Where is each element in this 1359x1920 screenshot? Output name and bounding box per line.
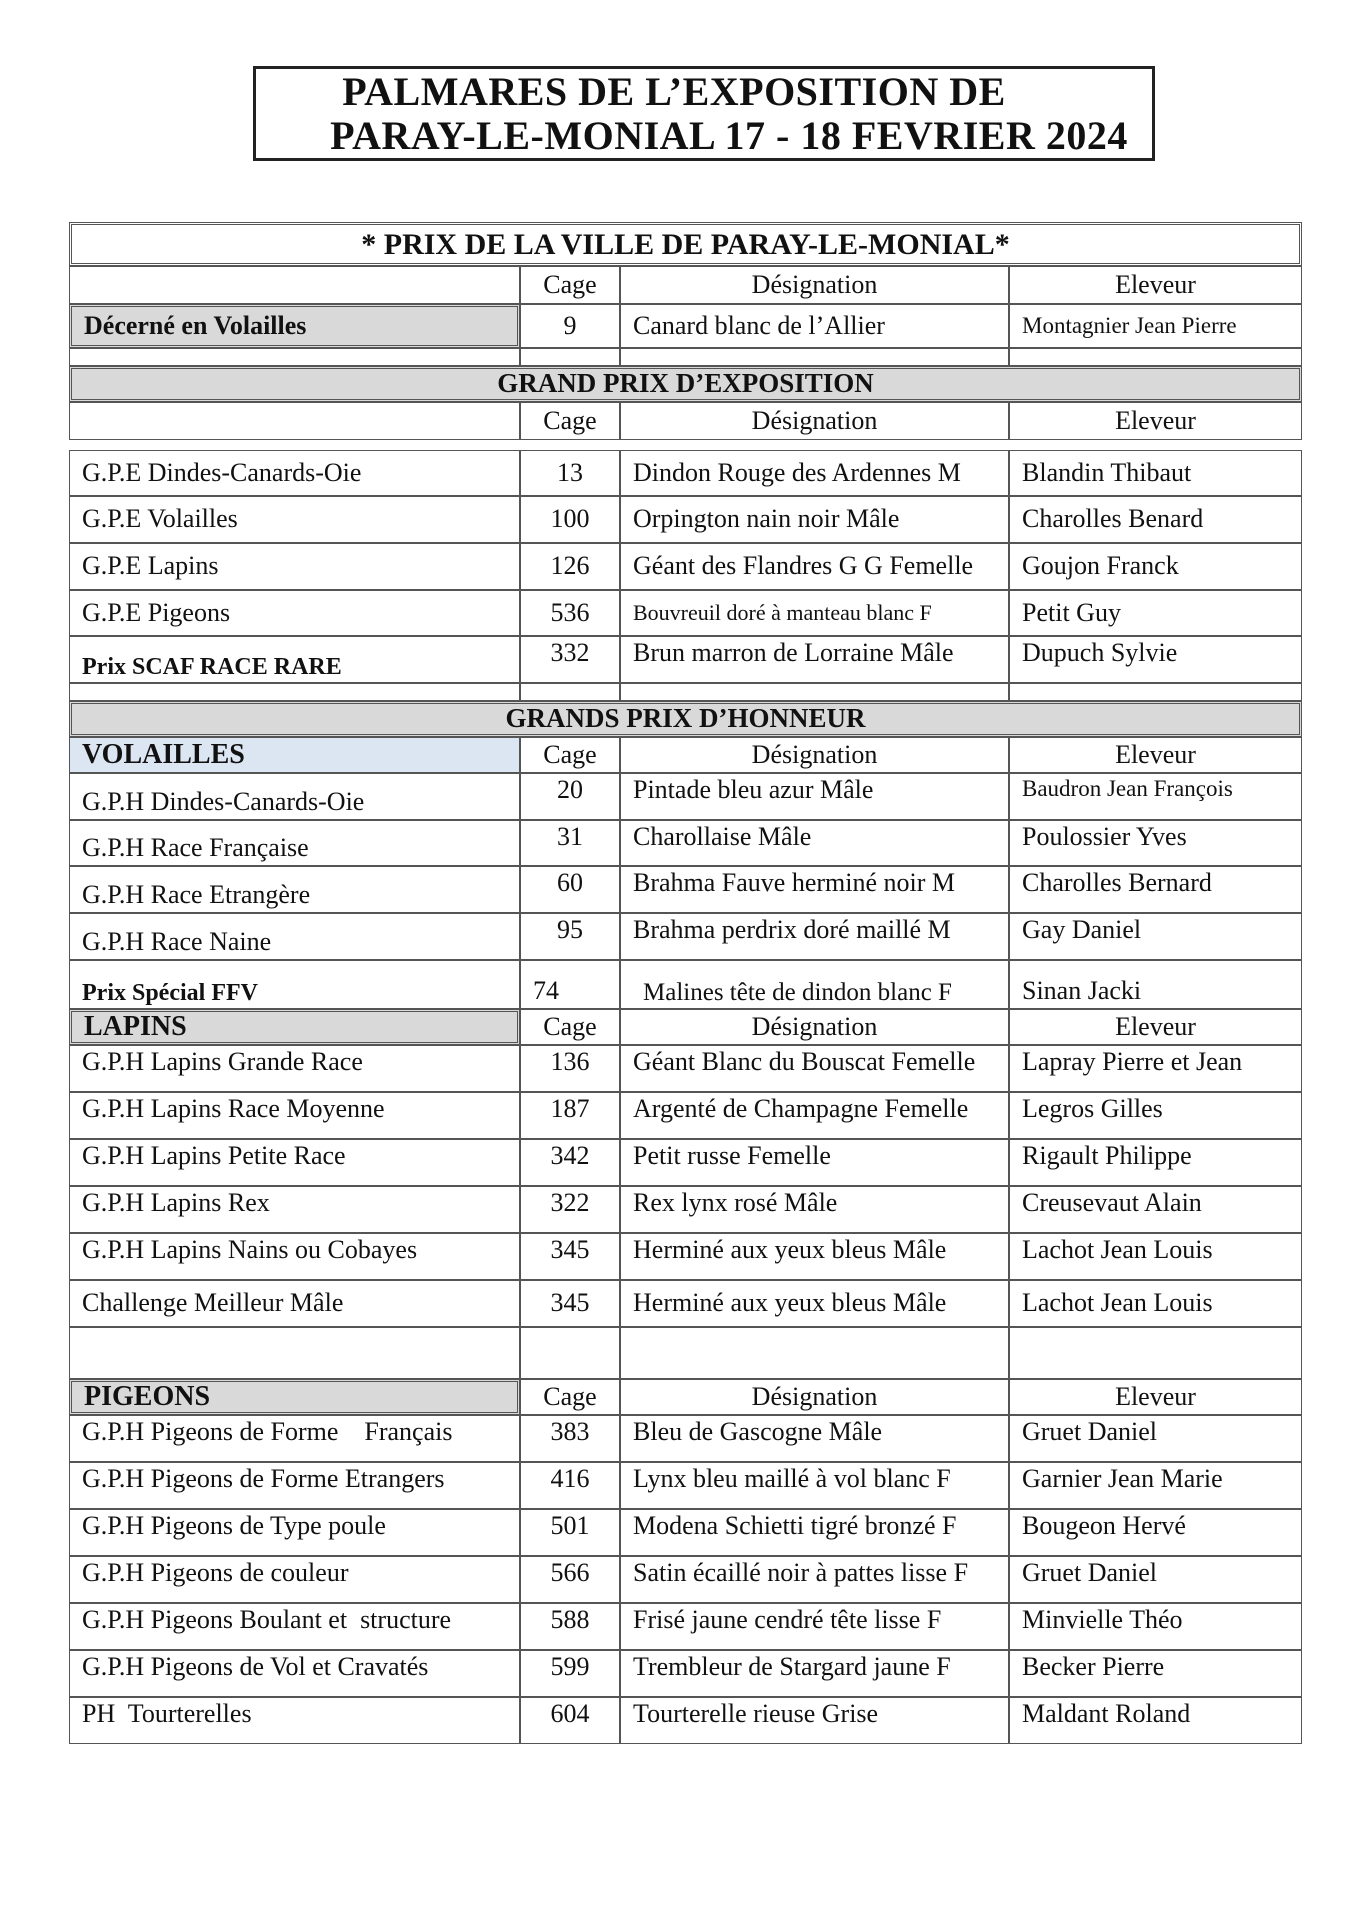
row-cage: 74 (520, 960, 620, 1009)
row-designation: Géant Blanc du Bouscat Femelle (620, 1045, 1009, 1092)
table-row (69, 1139, 1302, 1186)
row-label: G.P.H Lapins Nains ou Cobayes (69, 1233, 520, 1280)
row-eleveur: Petit Guy (1009, 590, 1302, 636)
spacer-row (69, 683, 1302, 701)
row-label: G.P.E Dindes-Canards-Oie (69, 450, 520, 496)
row-eleveur: Sinan Jacki (1009, 960, 1302, 1009)
section-title-grands-prix-honneur: GRANDS PRIX D’HONNEUR (69, 701, 1302, 737)
header-category (69, 266, 520, 304)
row-eleveur: Lachot Jean Louis (1009, 1233, 1302, 1280)
row-cage: 604 (520, 1697, 620, 1744)
row-designation: Tourterelle rieuse Grise (620, 1697, 1009, 1744)
spacer-row (69, 1327, 1302, 1379)
row-eleveur: Charolles Benard (1009, 496, 1302, 543)
header-designation: Désignation (620, 1379, 1009, 1415)
table-row (69, 1186, 1302, 1233)
row-label: G.P.E Volailles (69, 496, 520, 543)
row-label: G.P.H Pigeons Boulant et structure (69, 1603, 520, 1650)
empty-cell (1009, 348, 1302, 366)
row-designation: Pintade bleu azur Mâle (620, 773, 1009, 820)
row-cage: 95 (520, 913, 620, 960)
row-label: Prix Spécial FFV (69, 960, 520, 1009)
volailles-header-row (69, 737, 1302, 773)
row-cage: 345 (520, 1233, 620, 1280)
header-cage: Cage (520, 737, 620, 773)
row-eleveur: Blandin Thibaut (1009, 450, 1302, 496)
empty-cell (520, 1327, 620, 1379)
spacer-row (69, 440, 1302, 450)
header-eleveur: Eleveur (1009, 402, 1302, 440)
row-designation: Bouvreuil doré à manteau blanc F (620, 590, 1009, 636)
column-header-row (69, 266, 1302, 304)
grand-prix-title-row (69, 366, 1302, 402)
row-eleveur: Charolles Bernard (1009, 866, 1302, 913)
row-eleveur: Garnier Jean Marie (1009, 1462, 1302, 1509)
table-row (69, 450, 1302, 496)
row-designation: Brahma perdrix doré maillé M (620, 913, 1009, 960)
prix-ville-title-row (69, 222, 1302, 266)
row-eleveur: Maldant Roland (1009, 1697, 1302, 1744)
row-label: G.P.H Race Française (69, 820, 520, 866)
row-eleveur: Rigault Philippe (1009, 1139, 1302, 1186)
spacer-row (69, 348, 1302, 366)
row-eleveur: Bougeon Hervé (1009, 1509, 1302, 1556)
table-row (69, 960, 1302, 1009)
row-designation: Petit russe Femelle (620, 1139, 1009, 1186)
row-label: G.P.H Lapins Rex (69, 1186, 520, 1233)
row-designation: Brun marron de Lorraine Mâle (620, 636, 1009, 683)
gph-title-row (69, 701, 1302, 737)
row-label: G.P.H Lapins Race Moyenne (69, 1092, 520, 1139)
row-designation: Herminé aux yeux bleus Mâle (620, 1233, 1009, 1280)
row-eleveur: Legros Gilles (1009, 1092, 1302, 1139)
row-eleveur: Minvielle Théo (1009, 1603, 1302, 1650)
lapins-header-row (69, 1009, 1302, 1045)
row-eleveur: Becker Pierre (1009, 1650, 1302, 1697)
table-row (69, 543, 1302, 590)
table-row (69, 1280, 1302, 1327)
header-cage: Cage (520, 1009, 620, 1045)
table-row (69, 590, 1302, 636)
row-cage: 566 (520, 1556, 620, 1603)
table-row (69, 820, 1302, 866)
category-lapins: LAPINS (69, 1009, 520, 1045)
row-cage: 501 (520, 1509, 620, 1556)
row-eleveur: Gruet Daniel (1009, 1556, 1302, 1603)
empty-cell (620, 1327, 1009, 1379)
row-cage: 136 (520, 1045, 620, 1092)
row-cage: 416 (520, 1462, 620, 1509)
category-pigeons: PIGEONS (69, 1379, 520, 1415)
row-eleveur: Gay Daniel (1009, 913, 1302, 960)
row-label: G.P.E Pigeons (69, 590, 520, 636)
document-title-box (253, 66, 1155, 161)
header-cage: Cage (520, 402, 620, 440)
row-label: G.P.H Pigeons de couleur (69, 1556, 520, 1603)
empty-cell (620, 683, 1009, 701)
table-row (69, 636, 1302, 683)
row-label: G.P.H Race Etrangère (69, 866, 520, 913)
header-eleveur: Eleveur (1009, 737, 1302, 773)
row-designation: Satin écaillé noir à pattes lisse F (620, 1556, 1009, 1603)
row-label: G.P.H Race Naine (69, 913, 520, 960)
table-row (69, 773, 1302, 820)
table-row (69, 1603, 1302, 1650)
table-row (69, 1233, 1302, 1280)
category-volailles: VOLAILLES (69, 737, 520, 773)
header-designation: Désignation (620, 737, 1009, 773)
row-eleveur: Lachot Jean Louis (1009, 1280, 1302, 1327)
row-eleveur: Gruet Daniel (1009, 1415, 1302, 1462)
row-cage: 383 (520, 1415, 620, 1462)
palmares-table (69, 222, 1302, 1744)
row-label: G.P.H Pigeons de Type poule (69, 1509, 520, 1556)
row-cage: 536 (520, 590, 620, 636)
header-cage: Cage (520, 1379, 620, 1415)
header-category (69, 402, 520, 440)
row-designation: Rex lynx rosé Mâle (620, 1186, 1009, 1233)
row-designation: Géant des Flandres G G Femelle (620, 543, 1009, 590)
row-label: PH Tourterelles (69, 1697, 520, 1744)
row-cage: 599 (520, 1650, 620, 1697)
row-designation: Orpington nain noir Mâle (620, 496, 1009, 543)
row-cage: 126 (520, 543, 620, 590)
empty-cell (620, 348, 1009, 366)
row-eleveur: Montagnier Jean Pierre (1009, 304, 1302, 348)
row-cage: 342 (520, 1139, 620, 1186)
table-row (69, 913, 1302, 960)
row-designation: Charollaise Mâle (620, 820, 1009, 866)
empty-cell (69, 348, 520, 366)
section-title-prix-ville: * PRIX DE LA VILLE DE PARAY-LE-MONIAL* (69, 222, 1302, 266)
row-cage: 187 (520, 1092, 620, 1139)
row-cage: 13 (520, 450, 620, 496)
row-cage: 60 (520, 866, 620, 913)
header-designation: Désignation (620, 402, 1009, 440)
header-cage: Cage (520, 266, 620, 304)
row-cage: 322 (520, 1186, 620, 1233)
row-designation: Argenté de Champagne Femelle (620, 1092, 1009, 1139)
row-designation: Malines tête de dindon blanc F (620, 960, 1009, 1009)
empty-cell (520, 348, 620, 366)
row-eleveur: Lapray Pierre et Jean (1009, 1045, 1302, 1092)
row-label: Challenge Meilleur Mâle (69, 1280, 520, 1327)
row-label: Prix SCAF RACE RARE (69, 636, 520, 683)
row-designation: Bleu de Gascogne Mâle (620, 1415, 1009, 1462)
table-row (69, 1556, 1302, 1603)
row-label: G.P.E Lapins (69, 543, 520, 590)
row-label: G.P.H Pigeons de Vol et Cravatés (69, 1650, 520, 1697)
header-eleveur: Eleveur (1009, 1379, 1302, 1415)
header-eleveur: Eleveur (1009, 266, 1302, 304)
row-eleveur: Poulossier Yves (1009, 820, 1302, 866)
empty-cell (1009, 683, 1302, 701)
row-designation: Dindon Rouge des Ardennes M (620, 450, 1009, 496)
row-eleveur: Dupuch Sylvie (1009, 636, 1302, 683)
row-designation: Brahma Fauve herminé noir M (620, 866, 1009, 913)
row-label: Décerné en Volailles (69, 304, 520, 348)
row-designation: Canard blanc de l’Allier (620, 304, 1009, 348)
row-designation: Trembleur de Stargard jaune F (620, 1650, 1009, 1697)
row-designation: Lynx bleu maillé à vol blanc F (620, 1462, 1009, 1509)
row-designation: Frisé jaune cendré tête lisse F (620, 1603, 1009, 1650)
empty-cell (69, 1327, 520, 1379)
table-row (69, 1092, 1302, 1139)
row-cage: 100 (520, 496, 620, 543)
table-row (69, 1045, 1302, 1092)
row-label: G.P.H Pigeons de Forme Etrangers (69, 1462, 520, 1509)
table-row (69, 866, 1302, 913)
row-label: G.P.H Lapins Petite Race (69, 1139, 520, 1186)
row-cage: 345 (520, 1280, 620, 1327)
row-cage: 9 (520, 304, 620, 348)
table-row (69, 304, 1302, 348)
row-label: G.P.H Pigeons de Forme Français (69, 1415, 520, 1462)
table-row (69, 1650, 1302, 1697)
row-designation: Modena Schietti tigré bronzé F (620, 1509, 1009, 1556)
empty-cell (520, 683, 620, 701)
row-cage: 332 (520, 636, 620, 683)
row-cage: 31 (520, 820, 620, 866)
empty-cell (1009, 1327, 1302, 1379)
header-eleveur: Eleveur (1009, 1009, 1302, 1045)
header-designation: Désignation (620, 266, 1009, 304)
row-designation: Herminé aux yeux bleus Mâle (620, 1280, 1009, 1327)
table-row (69, 1697, 1302, 1744)
pigeons-header-row (69, 1379, 1302, 1415)
row-label: G.P.H Lapins Grande Race (69, 1045, 520, 1092)
row-label: G.P.H Dindes-Canards-Oie (69, 773, 520, 820)
row-eleveur: Creusevaut Alain (1009, 1186, 1302, 1233)
row-eleveur: Goujon Franck (1009, 543, 1302, 590)
table-row (69, 1509, 1302, 1556)
empty-cell (69, 683, 520, 701)
title-line-1: PALMARES DE L’EXPOSITION DE (342, 68, 1006, 114)
title-line-2: PARAY-LE-MONIAL 17 - 18 FEVRIER 2024 (330, 112, 1128, 158)
row-cage: 588 (520, 1603, 620, 1650)
row-eleveur: Baudron Jean François (1009, 773, 1302, 820)
column-header-row (69, 402, 1302, 440)
table-row (69, 1462, 1302, 1509)
table-row (69, 496, 1302, 543)
section-title-grand-prix: GRAND PRIX D’EXPOSITION (69, 366, 1302, 402)
row-cage: 20 (520, 773, 620, 820)
table-row (69, 1415, 1302, 1462)
header-designation: Désignation (620, 1009, 1009, 1045)
